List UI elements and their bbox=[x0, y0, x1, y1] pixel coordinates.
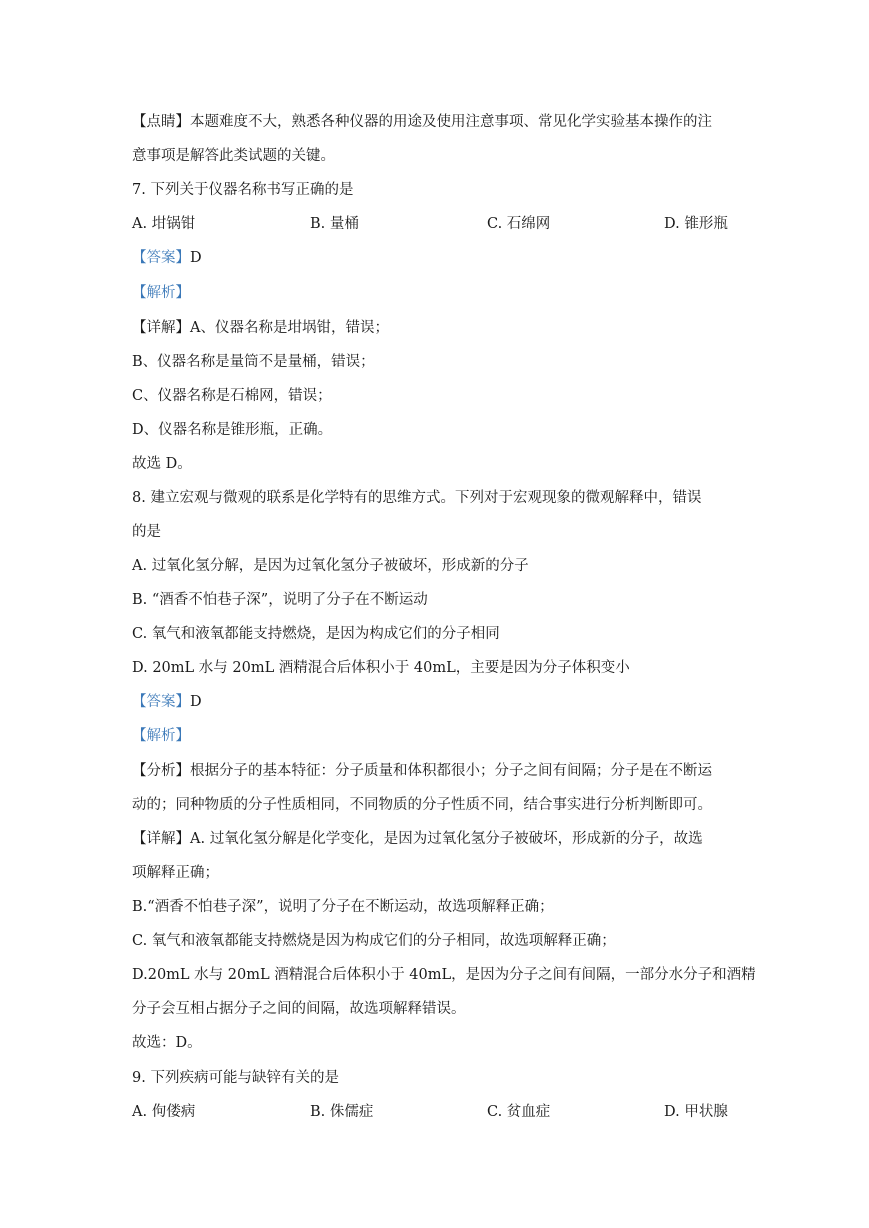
q8-detail-c: C. 氧气和液氧都能支持燃烧是因为构成它们的分子相同，故选项解释正确； bbox=[132, 933, 616, 949]
answer-value: D bbox=[190, 694, 202, 710]
q8-fenxi-line-2: 动的；同种物质的分子性质相同，不同物质的分子性质不同，结合事实进行分析判断即可。 bbox=[132, 797, 712, 813]
q8-option-a: A. 过氧化氢分解，是因为过氧化氢分子被破坏，形成新的分子 bbox=[132, 558, 529, 574]
q7-analysis-tag: 【解析】 bbox=[132, 285, 190, 301]
q8-detail-d-line-1: D.20mL 水与 20mL 酒精混合后体积小于 40mL，是因为分子之间有间隔，一部分水分子和酒精 bbox=[132, 967, 756, 983]
answer-value: D bbox=[190, 250, 202, 266]
q8-detail-d-line-2: 分子会互相占据分子之间的间隔，故选项解释错误。 bbox=[132, 1001, 466, 1017]
q7-option-a: A. 坩锅钳 bbox=[132, 216, 196, 232]
q9-option-b: B. 侏儒症 bbox=[310, 1104, 374, 1120]
q9-option-a: A. 佝偻病 bbox=[132, 1104, 196, 1120]
q7-detail: 【详解】A、仪器名称是坩埚钳，错误； bbox=[132, 320, 389, 336]
q8-option-d: D. 20mL 水与 20mL 酒精混合后体积小于 40mL，主要是因为分子体积变小 bbox=[132, 660, 630, 676]
question-8-line-1: 8. 建立宏观与微观的联系是化学特有的思维方式。下列对于宏观现象的微观解释中，错误 bbox=[132, 490, 702, 506]
q8-choose: 故选：D。 bbox=[132, 1035, 202, 1051]
answer-tag: 【答案】 bbox=[132, 694, 190, 710]
q7-option-c: C. 石绵网 bbox=[487, 216, 551, 232]
q7-detail-c: C、仪器名称是石棉网，错误； bbox=[132, 388, 332, 404]
dianjing-line-2: 意事项是解答此类试题的关键。 bbox=[132, 148, 335, 164]
answer-tag: 【答案】 bbox=[132, 250, 190, 266]
q8-analysis-tag: 【解析】 bbox=[132, 728, 190, 744]
q7-choose: 故选 D。 bbox=[132, 456, 192, 472]
dianjing-line-1: 【点睛】本题难度不大，熟悉各种仪器的用途及使用注意事项、常见化学实验基本操作的注 bbox=[132, 114, 712, 130]
q8-option-b: B. “酒香不怕巷子深”，说明了分子在不断运动 bbox=[132, 592, 428, 608]
q8-detail-b: B.“酒香不怕巷子深”，说明了分子在不断运动，故选项解释正确； bbox=[132, 899, 554, 915]
q7-option-b: B. 量桶 bbox=[310, 216, 359, 232]
q8-answer-line bbox=[132, 692, 202, 712]
question-9: 9. 下列疾病可能与缺锌有关的是 bbox=[132, 1070, 339, 1086]
q7-detail-b: B、仪器名称是量筒不是量桶，错误； bbox=[132, 354, 375, 370]
q7-answer-line bbox=[132, 248, 202, 268]
q7-option-d: D. 锥形瓶 bbox=[664, 216, 728, 232]
q8-option-c: C. 氧气和液氧都能支持燃烧，是因为构成它们的分子相同 bbox=[132, 626, 500, 642]
q8-fenxi-line-1: 【分析】根据分子的基本特征：分子质量和体积都很小；分子之间有间隔；分子是在不断运 bbox=[132, 763, 712, 779]
q7-detail-d: D、仪器名称是锥形瓶，正确。 bbox=[132, 422, 333, 438]
q9-option-d: D. 甲状腺 bbox=[664, 1104, 728, 1120]
question-7: 7. 下列关于仪器名称书写正确的是 bbox=[132, 182, 354, 198]
q9-option-c: C. 贫血症 bbox=[487, 1104, 551, 1120]
q8-detail-line-1: 【详解】A. 过氧化氢分解是化学变化，是因为过氧化氢分子被破坏，形成新的分子，故选 bbox=[132, 831, 703, 847]
question-8-line-2: 的是 bbox=[132, 524, 161, 540]
q8-detail-line-2: 项解释正确； bbox=[132, 865, 219, 881]
